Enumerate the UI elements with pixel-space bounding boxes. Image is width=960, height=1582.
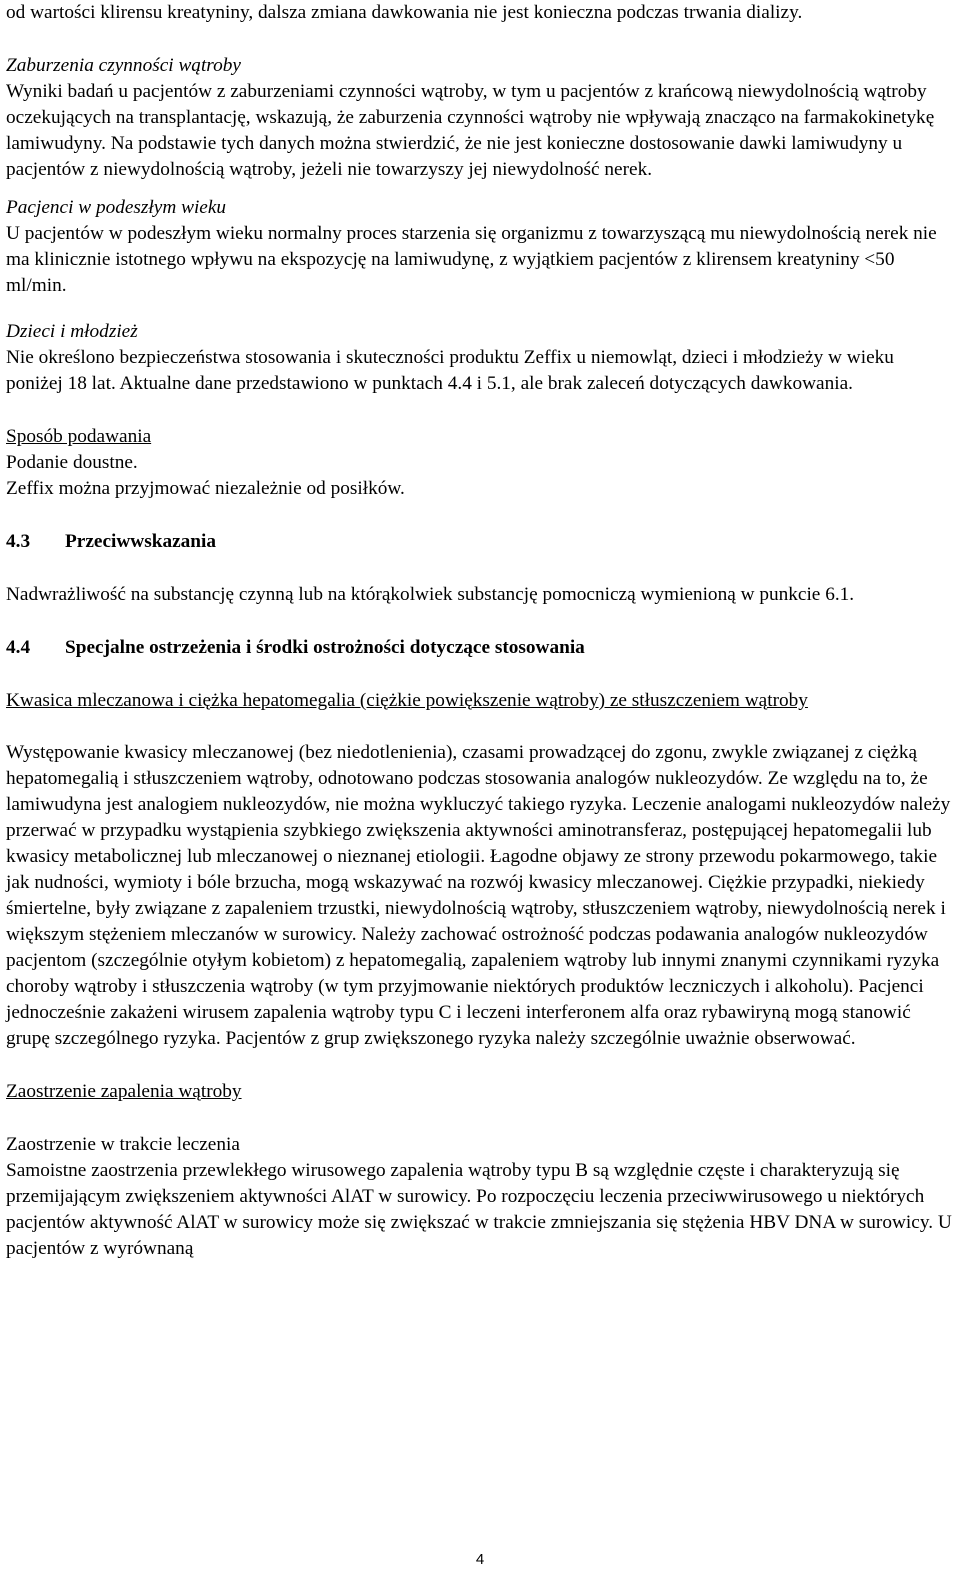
section-4-3-number: 4.3: [6, 531, 31, 552]
paragraph-contraindications: Nadwrażliwość na substancję czynną lub na którąkolwiek substancję pomocniczą wymienioną w punkcie 6.1.: [6, 584, 855, 605]
administration-line-1: Podanie doustne.: [6, 452, 138, 473]
paragraph-elderly: U pacjentów w podeszłym wieku normalny proces starzenia się organizmu z towarzyszącą mu niewydolnością nerek nie ma klinicznie istotnego wpływu na ekspozycję na lamiwudynę, z wyjątkiem pacjentów z klirensem kreatyniny <50 ml/min.: [6, 223, 937, 296]
subheading-exacerbation-treatment: Zaostrzenie w trakcie leczenia: [6, 1134, 240, 1155]
section-4-3-heading: [6, 529, 952, 555]
paragraph-lactic-acidosis: Występowanie kwasicy mleczanowej (bez niedotlenienia), czasami prowadzącej do zgonu, zwykle związanej z ciężką hepatomegalią i stłuszczeniem wątroby, odnotowano podczas stosowania analogów nukleozydów. Ze względu na to, że lamiwudyna jest analogiem nukleozydów, nie można wykluczyć takiego ryzyka. Leczenie analogami nukleozydów należy przerwać w przypadku wystąpienia szybkiego zwiększenia aktywności aminotransferaz, postępującej hepatomegalii lub kwasicy metabolicznej lub mleczanowej o nieznanej etiologii. Łagodne objawy ze strony przewodu pokarmowego, takie jak nudności, wymioty i bóle brzucha, mogą wskazywać na rozwój kwasicy mleczanowej. Ciężkie przypadki, niekiedy śmiertelne, były związane z zapaleniem trzustki, niewydolnością wątroby, stłuszczeniem wątroby, niewydolnością nerek i większym stężeniem mleczanów w surowicy. Należy zachować ostrożność podczas podawania analogów nukleozydów pacjentom (szczególnie otyłym kobietom) z hepatomegalią, zapaleniem wątroby lub innymi znanymi czynnikami ryzyka choroby wątroby i stłuszczenia wątroby (w tym przyjmowanie niektórych produktów leczniczych i alkoholu). Pacjenci jednocześnie zakażeni wirusem zapalenia wątroby typu C i leczeni interferonem alfa oraz rybawiryną mogą stanowić grupę szczególnego ryzyka. Pacjentów z grup zwiększonego ryzyka należy szczególnie uważnie obserwować.: [6, 742, 951, 1049]
paragraph-liver-impairment: Wyniki badań u pacjentów z zaburzeniami czynności wątroby, w tym u pacjentów z krańcową niewydolnością wątroby oczekujących na transplantację, wskazują, że zaburzenia czynności wątroby nie wpływają znacząco na farmakokinetykę lamiwudyny. Na podstawie tych danych można stwierdzić, że nie jest konieczne dostosowanie dawki lamiwudyny u pacjentów z niewydolnością wątroby, jeżeli nie towarzyszy jej niewydolność nerek.: [6, 81, 935, 180]
section-4-4-title: Specjalne ostrzeżenia i środki ostrożności dotyczące stosowania: [65, 637, 585, 658]
heading-elderly: Pacjenci w podeszłym wieku: [6, 197, 227, 218]
section-4-3-title: Przeciwwskazania: [65, 531, 217, 552]
paragraph-children: Nie określono bezpieczeństwa stosowania i skuteczności produktu Zeffix u niemowląt, dzieci i młodzieży w wieku poniżej 18 lat. Aktualne dane przedstawiono w punktach 4.4 i 5.1, ale brak zaleceń dotyczących dawkowania.: [6, 347, 894, 394]
heading-liver-impairment: Zaburzenia czynności wątroby: [6, 55, 241, 76]
heading-children: Dzieci i młodzież: [6, 321, 138, 342]
section-4-4-heading: [6, 635, 952, 661]
paragraph-dialysis: od wartości klirensu kreatyniny, dalsza zmiana dawkowania nie jest konieczna podczas trwania dializy.: [6, 2, 803, 23]
paragraph-exacerbation: Samoistne zaostrzenia przewlekłego wirusowego zapalenia wątroby typu B są względnie częste i charakteryzują się przemijającym zwiększeniem aktywności AlAT w surowicy. Po rozpoczęciu leczenia przeciwwirusowego u niektórych pacjentów aktywność AlAT w surowicy może się zwiększać w trakcie zmniejszania się stężenia HBV DNA w surowicy. U pacjentów z wyrównaną: [6, 1160, 952, 1259]
heading-lactic-acidosis: Kwasica mleczanowa i ciężka hepatomegalia (ciężkie powiększenie wątroby) ze stłuszczeniem wątroby: [6, 690, 808, 711]
document-page: [6, 0, 952, 1262]
page-number: 4: [475, 1551, 485, 1568]
heading-administration: Sposób podawania: [6, 426, 152, 447]
heading-hepatitis-exacerbation: Zaostrzenie zapalenia wątroby: [6, 1081, 242, 1102]
section-4-4-number: 4.4: [6, 637, 31, 658]
administration-line-2: Zeffix można przyjmować niezależnie od posiłków.: [6, 478, 405, 499]
